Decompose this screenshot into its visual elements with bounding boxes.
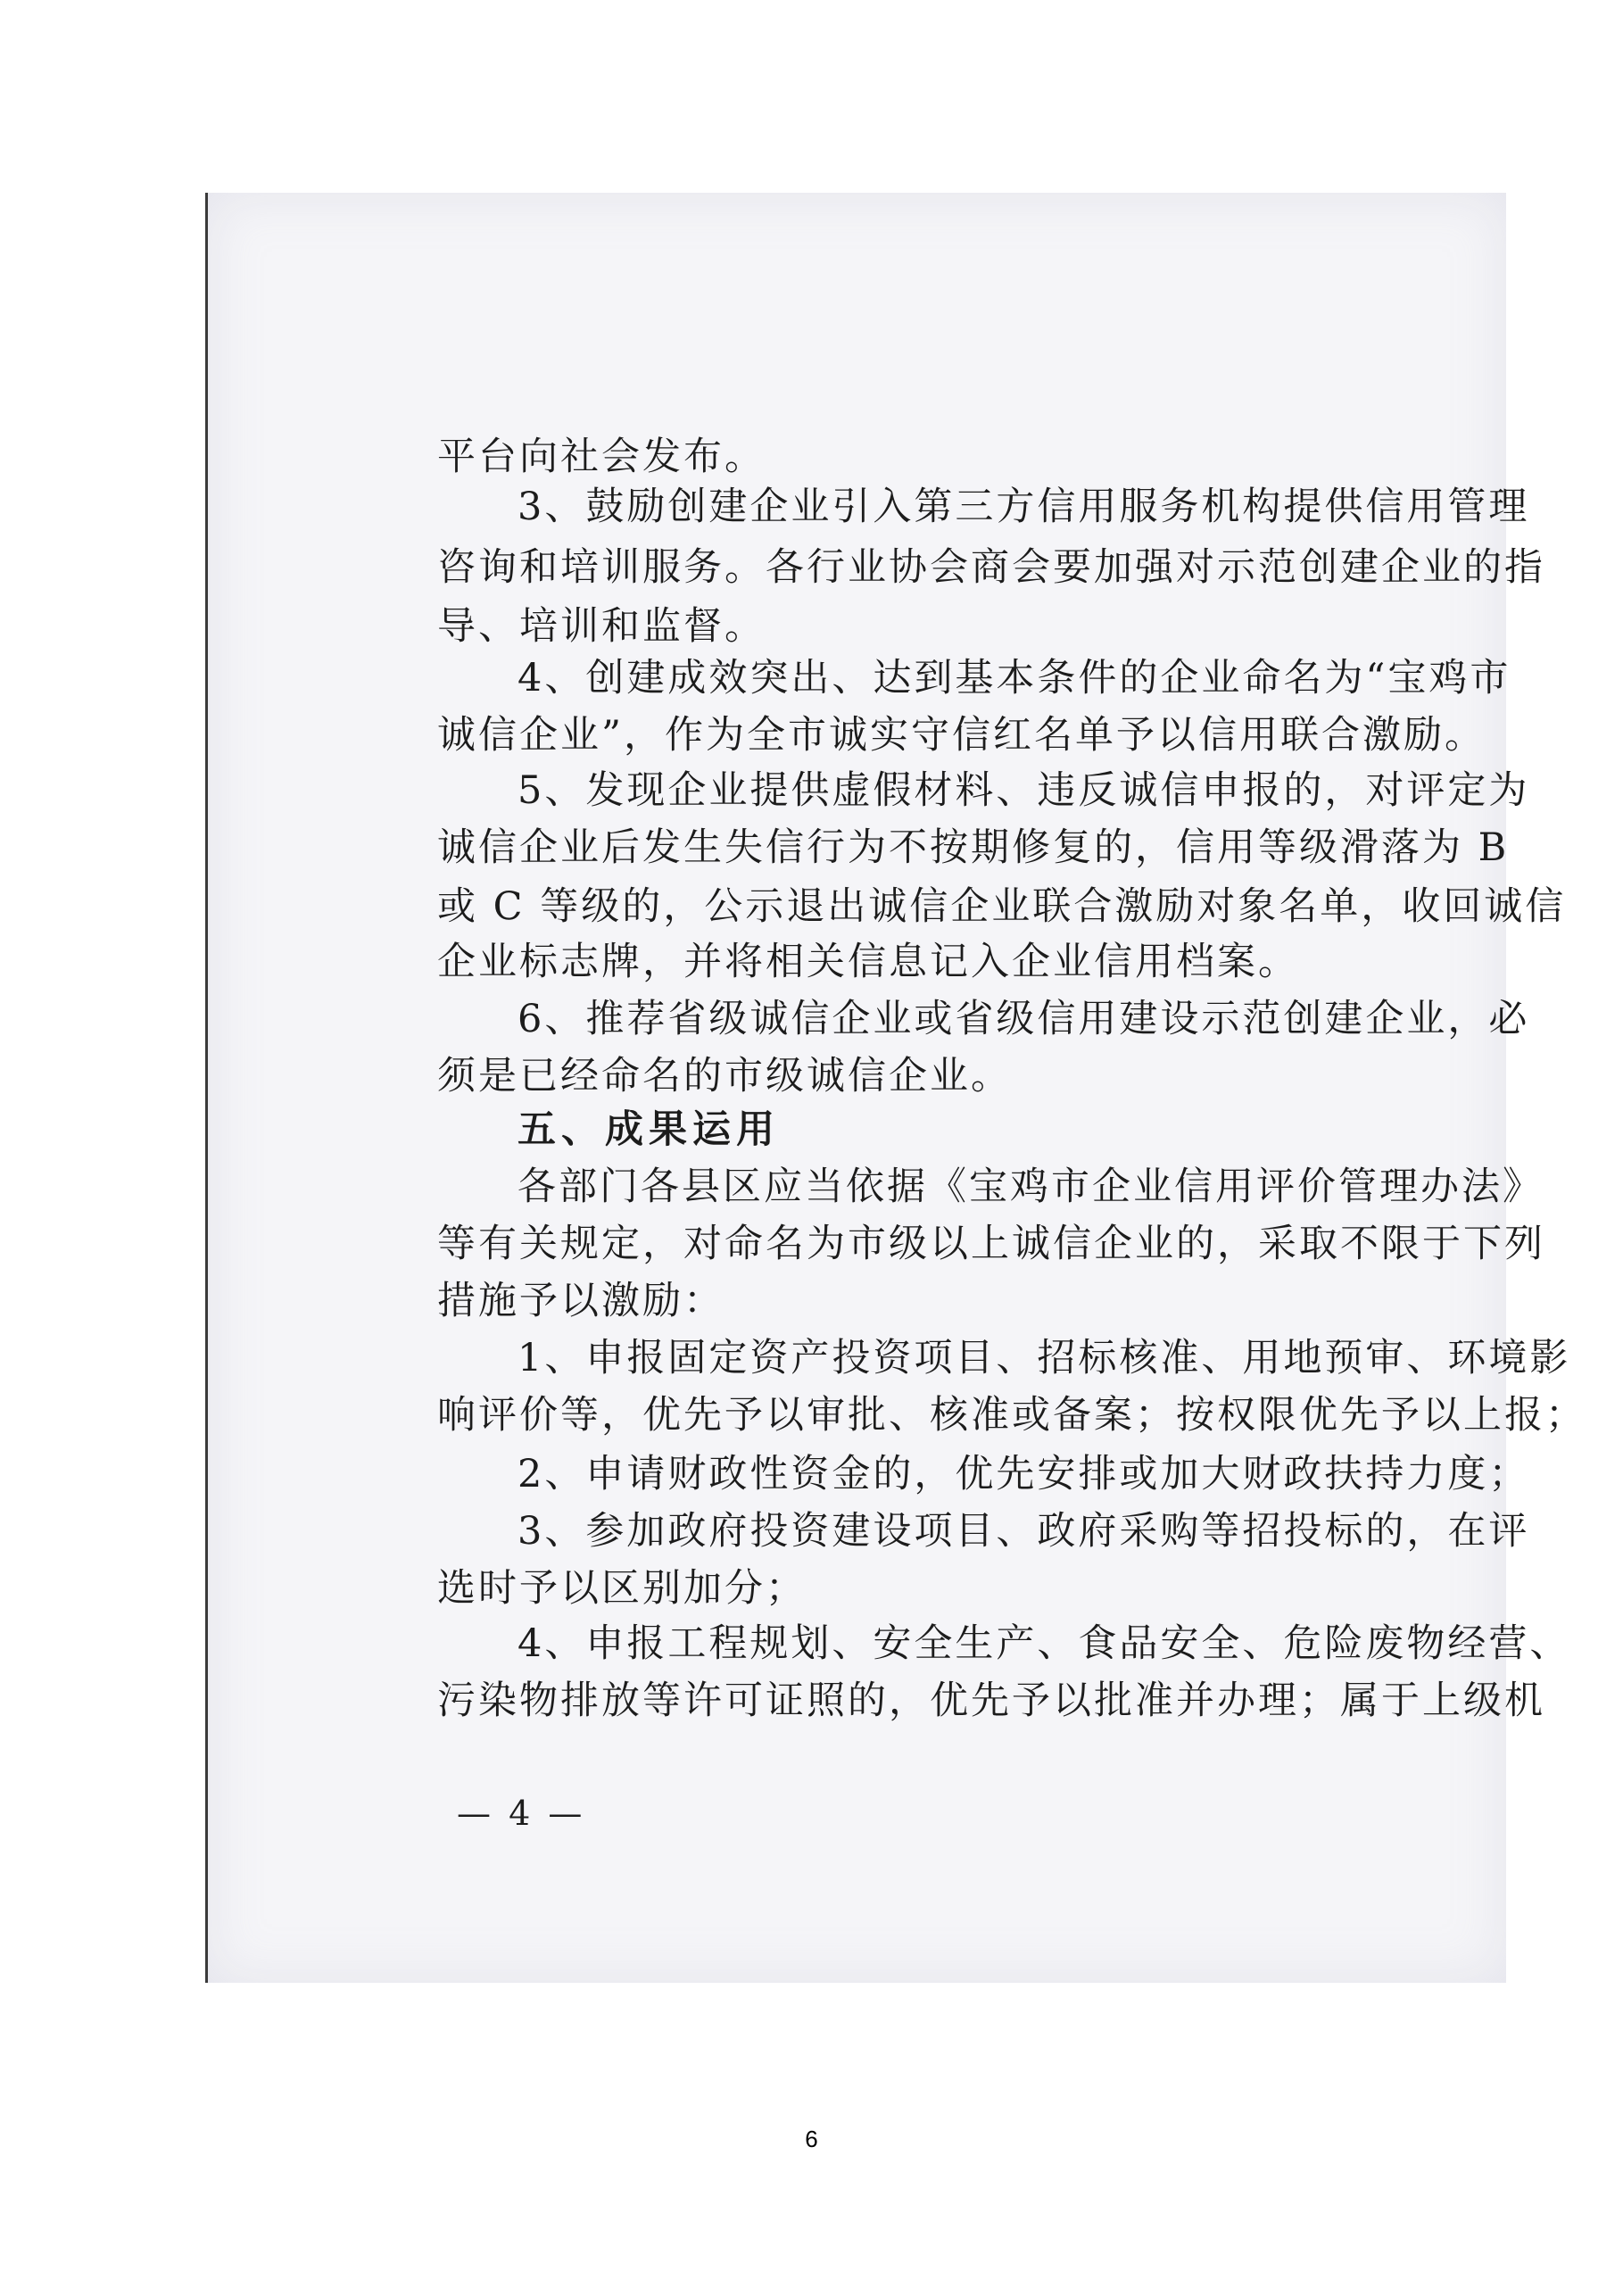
text-line: 污染物排放等许可证照的，优先予以批准并办理；属于上级机 bbox=[437, 1678, 1545, 1723]
text-line: 4、申报工程规划、安全生产、食品安全、危险废物经营、 bbox=[518, 1621, 1571, 1666]
text-line: 3、参加政府投资建设项目、政府采购等招投标的，在评 bbox=[518, 1509, 1530, 1554]
text-line: 4、创建成效突出、达到基本条件的企业命名为“宝鸡市 bbox=[518, 656, 1511, 700]
text-line: 导、培训和监督。 bbox=[437, 604, 766, 649]
page-number: — 4 — bbox=[457, 1794, 586, 1833]
text-line: 响评价等，优先予以审批、核准或备案；按权限优先予以上报； bbox=[437, 1393, 1586, 1438]
text-line: 各部门各县区应当依据《宝鸡市企业信用评价管理办法》 bbox=[518, 1165, 1544, 1209]
text-line: 3、鼓励创建企业引入第三方信用服务机构提供信用管理 bbox=[518, 485, 1530, 529]
text-line: 或 C 等级的，公示退出诚信企业联合激励对象名单，收回诚信 bbox=[437, 884, 1567, 929]
pdf-page-number: 6 bbox=[805, 2126, 818, 2152]
text-line: 咨询和培训服务。各行业协会商会要加强对示范创建企业的指 bbox=[437, 545, 1545, 590]
text-line: 选时予以区别加分； bbox=[437, 1566, 807, 1611]
text-line: 等有关规定，对命名为市级以上诚信企业的，采取不限于下列 bbox=[437, 1222, 1545, 1266]
section-heading: 五、成果运用 bbox=[518, 1107, 780, 1152]
text-line: 企业标志牌，并将相关信息记入企业信用档案。 bbox=[437, 940, 1299, 984]
text-line: 1、申报固定资产投资项目、招标核准、用地预审、环境影 bbox=[518, 1336, 1571, 1380]
text-line: 诚信企业”，作为全市诚实守信红名单予以信用联合激励。 bbox=[437, 713, 1486, 758]
text-line: 须是已经命名的市级诚信企业。 bbox=[437, 1054, 1012, 1098]
text-line: 措施予以激励： bbox=[437, 1279, 725, 1323]
text-line: 5、发现企业提供虚假材料、违反诚信申报的，对评定为 bbox=[518, 768, 1530, 813]
text-line: 诚信企业后发生失信行为不按期修复的，信用等级滑落为 B bbox=[437, 825, 1510, 870]
text-line: 2、申请财政性资金的，优先安排或加大财政扶持力度； bbox=[518, 1452, 1530, 1496]
text-line: 平台向社会发布。 bbox=[437, 435, 766, 479]
text-line: 6、推荐省级诚信企业或省级信用建设示范创建企业，必 bbox=[518, 997, 1530, 1041]
